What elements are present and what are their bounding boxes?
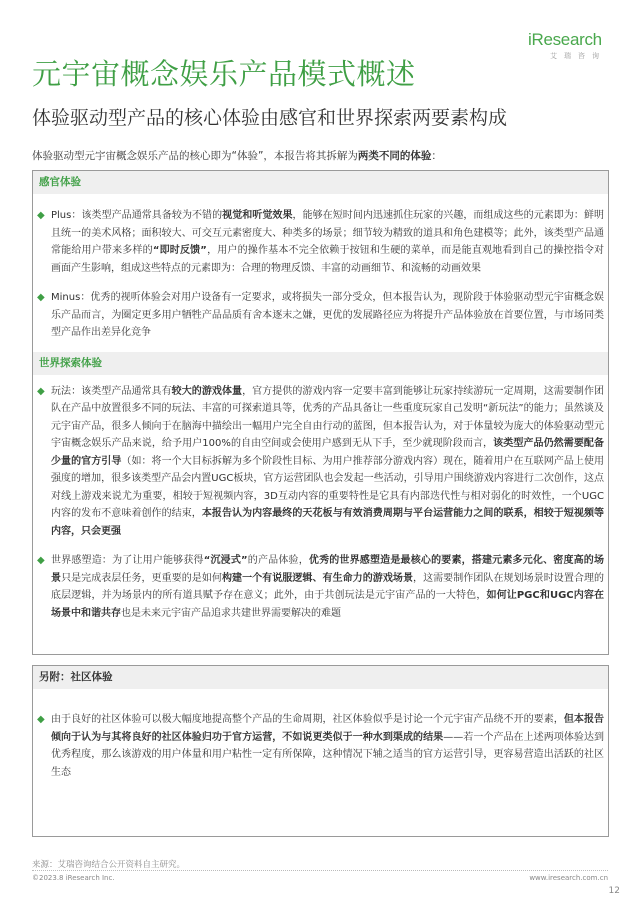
- website-link[interactable]: www.iresearch.com.cn: [529, 874, 608, 882]
- section-header-explore: 世界探索体验: [33, 352, 608, 375]
- list-item-plus: ◆ Plus：该类型产品通常具备较为不错的视觉和听觉效果，能够在短时间内迅速抓住玩家的兴趣，而组成这些的元素即为：鲜明且统一的美术风格；面积较大、可交互元素密度大、种类多的场景；细节较为精致的道具和角色建模等；此外，该类型产品通常能给用户带来多样的“即时反馈”，用户的操作基本不完全依赖于按钮和生硬的菜单，而是能直观地看到自己的操控指令对画面产生影响，组成这些特点的元素即为：合理的物理反馈、丰富的动画细节、和流畅的动画效果: [33, 207, 608, 277]
- intro-text: 体验驱动型元宇宙概念娱乐产品的核心即为“体验”，本报告将其拆解为两类不同的体验：: [32, 150, 442, 162]
- list-item-play: ◆ 玩法：该类型产品通常具有较大的游戏体量，官方提供的游戏内容一定要丰富到能够让玩家持续游玩一定周期，这需要制作团队在产品中放置很多不同的玩法、丰富的可探索道具等，优秀的产品具备让一些重度玩家自己发明“新玩法”的能力；虽然谈及元宇宙产品，很多人倾向于在脑海中描绘出一幅用户完全自由行动的蓝图，但本报告认为，对于体量较为庞大的体验驱动型元宇宙概念娱乐产品来说，给予用户100%的自由空间或会使用户感到无从下手，至少就现阶段而言，该类型产品仍然需要配备少量的官方引导（如：将一个大目标拆解为多个阶段性目标、为用户推荐部分游戏内容）现在，随着用户在互联网产品上使用强度的增加，很多该类型产品会内置UGC板块，官方运营团队也会发起一些活动，引导用户围绕游戏内容进行二次创作，这点对线上游戏来说尤为重要，相较于短视频内容，3D互动内容的重要特性是它具有内部迭代性与相对弱化的时效性，一个UGC内容的发布不意味着创作的结束，本报告认为内容最终的天花板与有效消费周期与平台运营能力之间的联系，相较于短视频等内容，只会更强: [33, 383, 608, 541]
- page-title: 元宇宙概念娱乐产品模式概述: [32, 57, 416, 91]
- source-note: 来源：艾瑞咨询结合公开资料自主研究。: [32, 860, 186, 870]
- page-number: 12: [608, 886, 620, 896]
- community-box: [32, 665, 609, 837]
- iresearch-logo: [528, 30, 614, 64]
- list-item-community: ◆ 由于良好的社区体验可以极大幅度地提高整个产品的生命周期，社区体验似乎是讨论一个元宇宙产品绕不开的要素，但本报告倾向于认为与其将良好的社区体验归功于官方运营，不如说更类似于一种水到渠成的结果——若一个产品在上述两项体验达到优秀程度，那么该游戏的用户体量和用户粘性一定有所保障，这种情况下辅之适当的官方运营引导，更容易营造出活跃的社区生态: [33, 711, 608, 781]
- footer-divider: [32, 870, 608, 871]
- diamond-bullet-icon: ◆: [37, 555, 45, 566]
- logo-subtitle: 艾瑞咨询: [550, 52, 606, 60]
- section-header-sensory: 感官体验: [33, 171, 608, 194]
- list-item-world: ◆ 世界感塑造：为了让用户能够获得“沉浸式”的产品体验，优秀的世界感塑造是最核心的要素，搭建元素多元化、密度高的场景只是完成表层任务，更重要的是如何构建一个有说服逻辑、有生命力的游戏场景，这需要制作团队在规划场景时设置合理的底层逻辑，并为场景内的所有道具赋予存在意义；此外，由于共创玩法是元宇宙产品的一大特色，如何让PGC和UGC内容在场景中和谐共存也是未来元宇宙产品追求共建世界需要解决的难题: [33, 552, 608, 622]
- diamond-bullet-icon: ◆: [37, 385, 45, 397]
- diamond-bullet-icon: ◆: [37, 210, 45, 221]
- page-subtitle: 体验驱动型产品的核心体验由感官和世界探索两要素构成: [32, 107, 508, 129]
- logo-wordmark: iResearch: [528, 30, 602, 49]
- list-item-minus: ◆ Minus：优秀的视听体验会对用户设备有一定要求，或将损失一部分受众，但本报告认为，现阶段于体验驱动型元宇宙概念娱乐产品而言，为圈定更多用户牺牲产品品质有舍本逐末之嫌，更优的发展路径应为将提升产品体验放在首要位置，与市场同类型产品作出差异化竞争: [33, 289, 608, 342]
- section-header-community: 另附：社区体验: [33, 666, 608, 689]
- experience-box: [32, 170, 609, 655]
- diamond-bullet-icon: ◆: [37, 292, 45, 303]
- diamond-bullet-icon: ◆: [37, 714, 45, 725]
- copyright: ©2023.8 iResearch Inc.: [32, 874, 115, 882]
